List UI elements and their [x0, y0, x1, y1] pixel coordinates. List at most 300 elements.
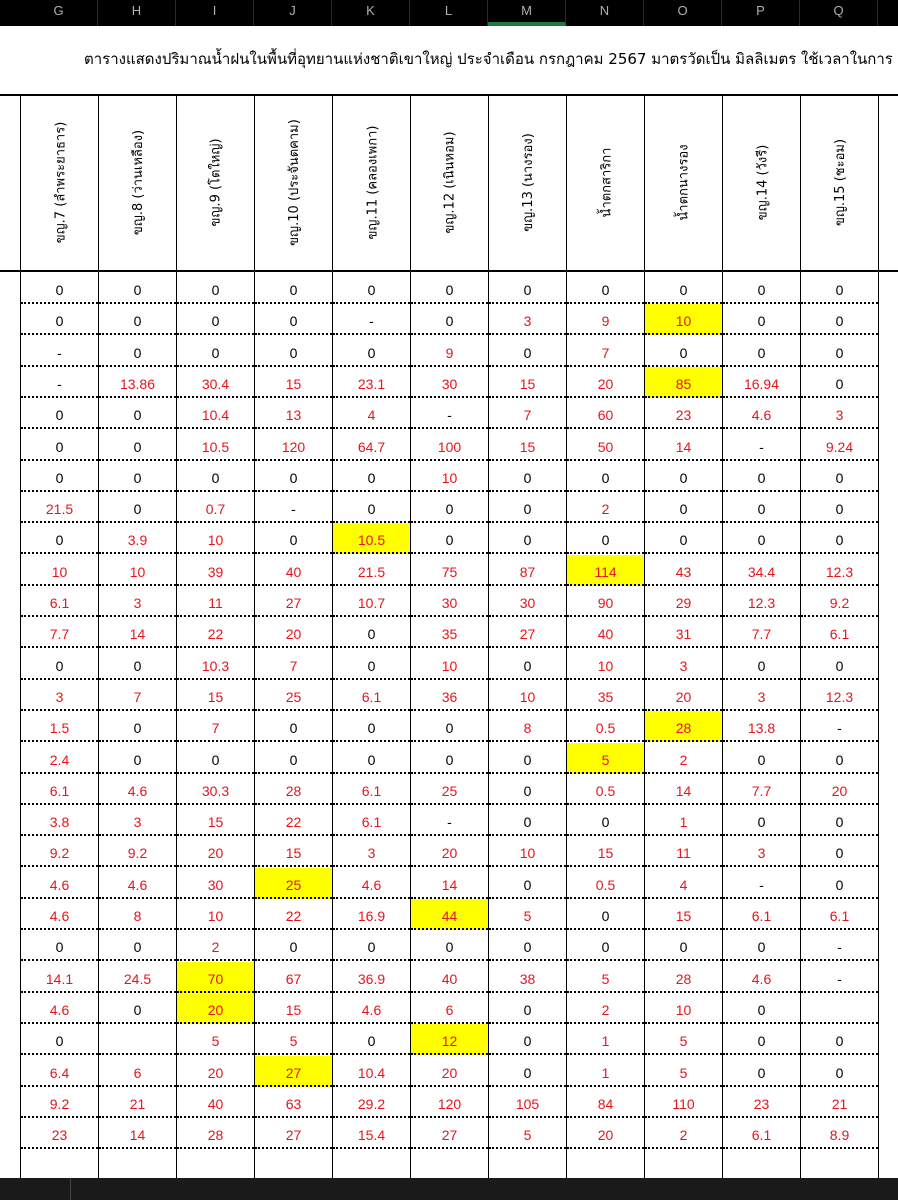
table-cell[interactable] — [489, 1056, 566, 1087]
table-cell[interactable] — [333, 492, 410, 523]
table-cell[interactable] — [333, 680, 410, 711]
table-cell[interactable] — [645, 367, 722, 398]
column-header[interactable] — [333, 97, 410, 267]
table-cell[interactable] — [177, 430, 254, 461]
table-cell[interactable] — [567, 993, 644, 1024]
table-cell[interactable] — [723, 930, 800, 961]
table-cell[interactable] — [333, 774, 410, 805]
table-cell[interactable] — [255, 774, 332, 805]
table-cell[interactable] — [567, 1024, 644, 1055]
table-cell[interactable] — [801, 523, 878, 554]
table-cell[interactable] — [645, 930, 722, 961]
table-cell[interactable] — [489, 868, 566, 899]
table-cell[interactable] — [489, 617, 566, 648]
sheet-title[interactable]: ตารางแสดงปริมาณน้ำฝนในพื้นที่อุทยานแห่งชาติเขาใหญ่ ประจำเดือน กรกฎาคม 2567 มาตรวัดเป็น มิลลิเมตร ใช้เวลาในการ — [84, 50, 893, 68]
table-cell[interactable] — [567, 1087, 644, 1118]
table-cell[interactable] — [255, 1024, 332, 1055]
table-cell[interactable] — [723, 899, 800, 930]
table-cell[interactable] — [99, 993, 176, 1024]
table-cell[interactable] — [21, 899, 98, 930]
table-cell[interactable] — [177, 461, 254, 492]
table-cell[interactable] — [801, 461, 878, 492]
table-cell[interactable] — [255, 993, 332, 1024]
table-cell[interactable] — [801, 1024, 878, 1055]
table-cell[interactable] — [645, 899, 722, 930]
table-cell[interactable] — [645, 461, 722, 492]
table-cell[interactable] — [645, 993, 722, 1024]
table-cell[interactable] — [99, 1056, 176, 1087]
table-cell[interactable] — [333, 617, 410, 648]
table-cell[interactable] — [723, 461, 800, 492]
table-cell[interactable] — [801, 617, 878, 648]
sheet-tab[interactable] — [0, 1178, 71, 1200]
table-cell[interactable] — [801, 805, 878, 836]
table-cell[interactable] — [723, 836, 800, 867]
table-cell[interactable] — [489, 774, 566, 805]
column-letter-q[interactable]: Q — [800, 0, 878, 26]
table-cell[interactable] — [801, 743, 878, 774]
column-letter-i[interactable]: I — [176, 0, 254, 26]
table-cell[interactable] — [411, 430, 488, 461]
table-cell[interactable] — [489, 398, 566, 429]
table-cell[interactable] — [723, 430, 800, 461]
table-cell[interactable] — [333, 430, 410, 461]
table-cell[interactable] — [411, 711, 488, 742]
table-cell[interactable] — [567, 1118, 644, 1149]
table-cell[interactable] — [177, 492, 254, 523]
column-letter-p[interactable]: P — [722, 0, 800, 26]
table-cell[interactable] — [567, 805, 644, 836]
table-cell[interactable] — [99, 774, 176, 805]
table-cell[interactable] — [801, 962, 878, 993]
column-header[interactable] — [567, 97, 644, 267]
table-cell[interactable] — [645, 336, 722, 367]
table-cell[interactable] — [177, 805, 254, 836]
table-cell[interactable] — [21, 367, 98, 398]
table-cell[interactable] — [177, 993, 254, 1024]
table-cell[interactable] — [99, 1024, 176, 1055]
table-cell[interactable] — [489, 523, 566, 554]
table-cell[interactable] — [21, 492, 98, 523]
table-cell[interactable] — [801, 430, 878, 461]
table-cell[interactable] — [801, 899, 878, 930]
table-cell[interactable] — [177, 1118, 254, 1149]
table-cell[interactable] — [99, 743, 176, 774]
table-cell[interactable] — [489, 1118, 566, 1149]
table-cell[interactable] — [645, 774, 722, 805]
table-cell[interactable] — [411, 899, 488, 930]
table-cell[interactable] — [255, 1056, 332, 1087]
table-cell[interactable] — [567, 617, 644, 648]
table-cell[interactable] — [177, 868, 254, 899]
table-cell[interactable] — [723, 993, 800, 1024]
table-cell[interactable] — [255, 304, 332, 335]
table-cell[interactable] — [723, 774, 800, 805]
table-cell[interactable] — [177, 680, 254, 711]
table-cell[interactable] — [333, 930, 410, 961]
table-cell[interactable] — [255, 836, 332, 867]
table-cell[interactable] — [99, 1118, 176, 1149]
table-cell[interactable] — [411, 273, 488, 304]
table-cell[interactable] — [21, 805, 98, 836]
table-cell[interactable] — [411, 555, 488, 586]
table-cell[interactable] — [255, 680, 332, 711]
table-cell[interactable] — [723, 492, 800, 523]
table-cell[interactable] — [801, 273, 878, 304]
table-cell[interactable] — [99, 492, 176, 523]
table-cell[interactable] — [177, 523, 254, 554]
table-cell[interactable] — [21, 836, 98, 867]
table-cell[interactable] — [801, 336, 878, 367]
table-cell[interactable] — [177, 617, 254, 648]
table-cell[interactable] — [411, 649, 488, 680]
table-cell[interactable] — [723, 680, 800, 711]
table-cell[interactable] — [645, 1087, 722, 1118]
table-cell[interactable] — [723, 805, 800, 836]
table-cell[interactable] — [177, 336, 254, 367]
table-cell[interactable] — [489, 430, 566, 461]
table-cell[interactable] — [333, 304, 410, 335]
table-cell[interactable] — [99, 1087, 176, 1118]
table-cell[interactable] — [645, 523, 722, 554]
table-cell[interactable] — [723, 304, 800, 335]
table-cell[interactable] — [21, 993, 98, 1024]
table-cell[interactable] — [333, 1087, 410, 1118]
table-cell[interactable] — [489, 555, 566, 586]
table-cell[interactable] — [21, 336, 98, 367]
table-cell[interactable] — [99, 304, 176, 335]
table-cell[interactable] — [255, 805, 332, 836]
table-cell[interactable] — [255, 430, 332, 461]
table-cell[interactable] — [411, 805, 488, 836]
column-header[interactable] — [645, 97, 722, 267]
table-cell[interactable] — [567, 523, 644, 554]
table-cell[interactable] — [489, 649, 566, 680]
column-header[interactable] — [177, 97, 254, 267]
column-header[interactable] — [255, 97, 332, 267]
table-cell[interactable] — [21, 398, 98, 429]
table-cell[interactable] — [99, 398, 176, 429]
table-cell[interactable] — [489, 586, 566, 617]
table-cell[interactable] — [177, 962, 254, 993]
table-cell[interactable] — [723, 1024, 800, 1055]
table-cell[interactable] — [411, 617, 488, 648]
column-letter-n[interactable]: N — [566, 0, 644, 26]
table-cell[interactable] — [99, 555, 176, 586]
table-cell[interactable] — [723, 273, 800, 304]
table-cell[interactable] — [801, 649, 878, 680]
table-cell[interactable] — [333, 743, 410, 774]
column-header[interactable] — [99, 97, 176, 267]
table-cell[interactable] — [177, 836, 254, 867]
table-cell[interactable] — [333, 273, 410, 304]
table-cell[interactable] — [723, 1118, 800, 1149]
table-cell[interactable] — [489, 805, 566, 836]
column-letter-j[interactable]: J — [254, 0, 332, 26]
table-cell[interactable] — [411, 868, 488, 899]
table-cell[interactable] — [411, 743, 488, 774]
table-cell[interactable] — [645, 711, 722, 742]
table-cell[interactable] — [411, 1056, 488, 1087]
table-cell[interactable] — [801, 1056, 878, 1087]
table-cell[interactable] — [411, 336, 488, 367]
table-cell[interactable] — [411, 461, 488, 492]
table-cell[interactable] — [21, 555, 98, 586]
table-cell[interactable] — [99, 617, 176, 648]
table-cell[interactable] — [567, 649, 644, 680]
table-cell[interactable] — [567, 962, 644, 993]
table-cell[interactable] — [567, 430, 644, 461]
table-cell[interactable] — [333, 555, 410, 586]
table-cell[interactable] — [333, 1118, 410, 1149]
table-cell[interactable] — [255, 367, 332, 398]
table-cell[interactable] — [21, 273, 98, 304]
table-cell[interactable] — [645, 398, 722, 429]
table-cell[interactable] — [801, 930, 878, 961]
column-letter-l[interactable]: L — [410, 0, 488, 26]
table-cell[interactable] — [645, 868, 722, 899]
table-cell[interactable] — [567, 586, 644, 617]
table-cell[interactable] — [255, 461, 332, 492]
table-cell[interactable] — [645, 304, 722, 335]
table-cell[interactable] — [21, 430, 98, 461]
table-cell[interactable] — [411, 304, 488, 335]
table-cell[interactable] — [411, 836, 488, 867]
table-cell[interactable] — [801, 868, 878, 899]
table-cell[interactable] — [333, 523, 410, 554]
table-cell[interactable] — [255, 868, 332, 899]
table-cell[interactable] — [489, 304, 566, 335]
column-header[interactable] — [723, 97, 800, 267]
table-cell[interactable] — [21, 304, 98, 335]
table-cell[interactable] — [567, 461, 644, 492]
table-cell[interactable] — [177, 273, 254, 304]
table-cell[interactable] — [21, 617, 98, 648]
table-cell[interactable] — [21, 868, 98, 899]
table-cell[interactable] — [333, 899, 410, 930]
table-cell[interactable] — [333, 586, 410, 617]
table-cell[interactable] — [645, 617, 722, 648]
table-cell[interactable] — [255, 743, 332, 774]
table-cell[interactable] — [255, 492, 332, 523]
table-cell[interactable] — [489, 743, 566, 774]
table-cell[interactable] — [801, 836, 878, 867]
table-cell[interactable] — [567, 304, 644, 335]
table-cell[interactable] — [333, 461, 410, 492]
table-cell[interactable] — [177, 555, 254, 586]
table-cell[interactable] — [21, 1087, 98, 1118]
table-cell[interactable] — [723, 743, 800, 774]
table-cell[interactable] — [645, 586, 722, 617]
table-cell[interactable] — [801, 586, 878, 617]
table-cell[interactable] — [567, 774, 644, 805]
table-cell[interactable] — [99, 586, 176, 617]
table-cell[interactable] — [489, 492, 566, 523]
table-cell[interactable] — [723, 1056, 800, 1087]
column-header[interactable] — [489, 97, 566, 267]
table-cell[interactable] — [255, 398, 332, 429]
table-cell[interactable] — [801, 993, 878, 1024]
table-cell[interactable] — [99, 680, 176, 711]
table-cell[interactable] — [489, 680, 566, 711]
column-header[interactable] — [801, 97, 878, 267]
table-cell[interactable] — [99, 962, 176, 993]
table-cell[interactable] — [567, 711, 644, 742]
table-cell[interactable] — [567, 1056, 644, 1087]
table-cell[interactable] — [411, 523, 488, 554]
table-cell[interactable] — [723, 962, 800, 993]
table-cell[interactable] — [567, 680, 644, 711]
table-cell[interactable] — [177, 711, 254, 742]
table-cell[interactable] — [567, 555, 644, 586]
table-cell[interactable] — [567, 336, 644, 367]
table-cell[interactable] — [567, 367, 644, 398]
table-cell[interactable] — [489, 993, 566, 1024]
column-letter-h[interactable]: H — [98, 0, 176, 26]
table-cell[interactable] — [567, 930, 644, 961]
table-cell[interactable] — [21, 1118, 98, 1149]
table-cell[interactable] — [645, 962, 722, 993]
table-cell[interactable] — [567, 743, 644, 774]
table-cell[interactable] — [177, 899, 254, 930]
table-cell[interactable] — [255, 1118, 332, 1149]
column-letter-m[interactable]: M — [488, 0, 566, 26]
table-cell[interactable] — [801, 492, 878, 523]
table-cell[interactable] — [567, 273, 644, 304]
table-cell[interactable] — [645, 836, 722, 867]
table-cell[interactable] — [489, 367, 566, 398]
column-header[interactable] — [21, 97, 98, 267]
table-cell[interactable] — [99, 273, 176, 304]
table-cell[interactable] — [723, 1087, 800, 1118]
table-cell[interactable] — [411, 993, 488, 1024]
table-cell[interactable] — [255, 649, 332, 680]
table-cell[interactable] — [567, 836, 644, 867]
table-cell[interactable] — [99, 367, 176, 398]
table-cell[interactable] — [489, 930, 566, 961]
table-cell[interactable] — [255, 273, 332, 304]
table-cell[interactable] — [333, 711, 410, 742]
table-cell[interactable] — [411, 1118, 488, 1149]
table-cell[interactable] — [801, 304, 878, 335]
table-cell[interactable] — [255, 899, 332, 930]
table-cell[interactable] — [645, 680, 722, 711]
table-cell[interactable] — [333, 398, 410, 429]
table-cell[interactable] — [99, 336, 176, 367]
table-cell[interactable] — [21, 586, 98, 617]
table-cell[interactable] — [567, 492, 644, 523]
table-cell[interactable] — [255, 523, 332, 554]
table-cell[interactable] — [411, 1087, 488, 1118]
table-cell[interactable] — [567, 899, 644, 930]
column-letter-g[interactable]: G — [20, 0, 98, 26]
table-cell[interactable] — [645, 743, 722, 774]
table-cell[interactable] — [801, 774, 878, 805]
table-cell[interactable] — [99, 930, 176, 961]
column-letter-k[interactable]: K — [332, 0, 410, 26]
table-cell[interactable] — [645, 649, 722, 680]
table-cell[interactable] — [723, 649, 800, 680]
table-cell[interactable] — [645, 1056, 722, 1087]
table-cell[interactable] — [801, 398, 878, 429]
table-cell[interactable] — [21, 774, 98, 805]
table-cell[interactable] — [21, 743, 98, 774]
table-cell[interactable] — [99, 868, 176, 899]
table-cell[interactable] — [21, 1024, 98, 1055]
table-cell[interactable] — [723, 617, 800, 648]
table-cell[interactable] — [411, 492, 488, 523]
table-cell[interactable] — [645, 273, 722, 304]
table-cell[interactable] — [489, 962, 566, 993]
table-cell[interactable] — [21, 461, 98, 492]
table-cell[interactable] — [411, 367, 488, 398]
table-cell[interactable] — [333, 868, 410, 899]
table-cell[interactable] — [411, 930, 488, 961]
table-cell[interactable] — [333, 649, 410, 680]
table-cell[interactable] — [21, 649, 98, 680]
table-cell[interactable] — [177, 304, 254, 335]
table-cell[interactable] — [21, 711, 98, 742]
table-cell[interactable] — [177, 649, 254, 680]
table-cell[interactable] — [645, 430, 722, 461]
table-cell[interactable] — [99, 836, 176, 867]
table-cell[interactable] — [333, 805, 410, 836]
table-cell[interactable] — [177, 367, 254, 398]
table-cell[interactable] — [645, 1118, 722, 1149]
table-cell[interactable] — [333, 367, 410, 398]
column-letter-o[interactable]: O — [644, 0, 722, 26]
table-cell[interactable] — [333, 1056, 410, 1087]
table-cell[interactable] — [801, 680, 878, 711]
table-cell[interactable] — [489, 273, 566, 304]
table-cell[interactable] — [567, 868, 644, 899]
table-cell[interactable] — [411, 1024, 488, 1055]
table-cell[interactable] — [567, 398, 644, 429]
table-cell[interactable] — [801, 711, 878, 742]
table-cell[interactable] — [723, 586, 800, 617]
table-cell[interactable] — [255, 1087, 332, 1118]
table-cell[interactable] — [177, 930, 254, 961]
table-cell[interactable] — [411, 680, 488, 711]
table-cell[interactable] — [723, 711, 800, 742]
table-cell[interactable] — [255, 336, 332, 367]
table-cell[interactable] — [255, 555, 332, 586]
table-cell[interactable] — [255, 711, 332, 742]
table-cell[interactable] — [333, 836, 410, 867]
table-cell[interactable] — [99, 649, 176, 680]
table-cell[interactable] — [645, 555, 722, 586]
table-cell[interactable] — [99, 899, 176, 930]
table-cell[interactable] — [177, 1056, 254, 1087]
table-cell[interactable] — [411, 774, 488, 805]
table-cell[interactable] — [489, 1087, 566, 1118]
table-cell[interactable] — [21, 523, 98, 554]
table-cell[interactable] — [723, 868, 800, 899]
table-cell[interactable] — [177, 743, 254, 774]
table-cell[interactable] — [801, 1118, 878, 1149]
table-cell[interactable] — [801, 555, 878, 586]
table-cell[interactable] — [255, 930, 332, 961]
table-cell[interactable] — [99, 711, 176, 742]
table-cell[interactable] — [21, 930, 98, 961]
table-cell[interactable] — [177, 1087, 254, 1118]
table-cell[interactable] — [333, 962, 410, 993]
table-cell[interactable] — [99, 805, 176, 836]
table-cell[interactable] — [21, 1056, 98, 1087]
table-cell[interactable] — [645, 1024, 722, 1055]
table-cell[interactable] — [489, 711, 566, 742]
table-cell[interactable] — [489, 336, 566, 367]
